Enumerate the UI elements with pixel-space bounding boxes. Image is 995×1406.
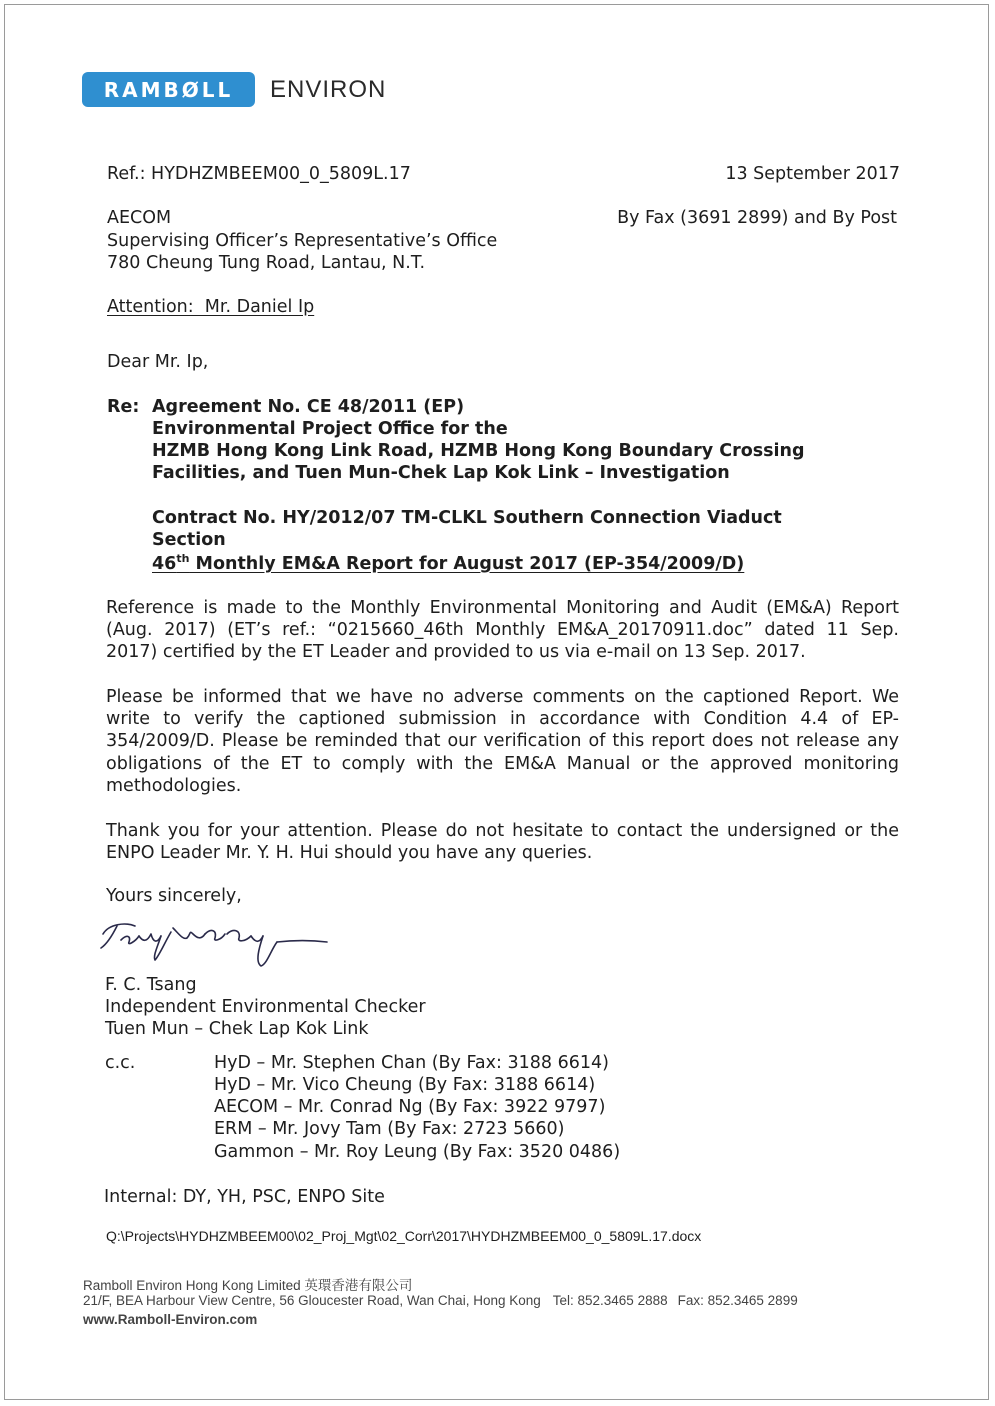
file-path: Q:\Projects\HYDHZMBEEM00\02_Proj_Mgt\02_Corr\2017\HYDHZMBEEM00_0_5809L.17.docx (106, 1228, 702, 1244)
signatory-title: Independent Environmental Checker (105, 997, 426, 1017)
subject-facilities-line: Facilities, and Tuen Mun-Chek Lap Kok Link – Investigation (152, 463, 730, 483)
subject-project-office: Environmental Project Office for the (152, 419, 508, 439)
recipient-office: Supervising Officer’s Representative’s Office (107, 231, 498, 251)
subject-report-title (152, 552, 744, 574)
internal-distribution: Internal: DY, YH, PSC, ENPO Site (104, 1187, 385, 1207)
logo-suffix: ENVIRON (270, 76, 387, 103)
delivery-method: By Fax (3691 2899) and By Post (617, 208, 897, 228)
logo-brand-text: RAMBØLL (103, 77, 234, 102)
cc-entry: AECOM – Mr. Conrad Ng (By Fax: 3922 9797) (214, 1097, 606, 1117)
letter-date: 13 September 2017 (725, 164, 900, 184)
body-paragraph-2: Please be informed that we have no adverse comments on the captioned Report. We write to verify the captioned submission in accordance with Condition 4.4 of EP-354/2009/D. Please be reminded that our verification of this report does not release any obligations of the ET to comply with the EM&A Manual or the approved monitoring methodologies. (106, 687, 899, 796)
signatory-project: Tuen Mun – Chek Lap Kok Link (105, 1019, 369, 1039)
cc-entry: HyD – Mr. Stephen Chan (By Fax: 3188 6614) (214, 1053, 609, 1073)
recipient-address: 780 Cheung Tung Road, Lantau, N.T. (107, 253, 426, 273)
footer-fax: Fax: 852.3465 2899 (677, 1293, 798, 1308)
re-label: Re: (107, 397, 140, 417)
cc-entry: Gammon – Mr. Roy Leung (By Fax: 3520 0486) (214, 1142, 621, 1162)
subject-agreement: Agreement No. CE 48/2011 (EP) (152, 397, 465, 417)
footer-address: 21/F, BEA Harbour View Centre, 56 Gloucester Road, Wan Chai, Hong Kong (83, 1293, 541, 1308)
cc-entry: ERM – Mr. Jovy Tam (By Fax: 2723 5660) (214, 1119, 565, 1139)
ramboll-logo (82, 72, 255, 107)
closing: Yours sincerely, (106, 886, 242, 906)
subject-hzmb-line: HZMB Hong Kong Link Road, HZMB Hong Kong Boundary Crossing (152, 441, 805, 461)
subject-contract: Contract No. HY/2012/07 TM-CLKL Southern Connection Viaduct (152, 508, 782, 528)
body-paragraph-1: Reference is made to the Monthly Environmental Monitoring and Audit (EM&A) Report (Aug. 2017) (ET’s ref.: “0215660_46th Monthly EM&A_20170911.doc” dated 11 Sep. 2017) certified by the ET Leader and provided to us via e-mail on 13 Sep. 2017. (106, 598, 899, 663)
report-number-suffix: th (176, 552, 190, 565)
body-paragraph-3: Thank you for your attention. Please do not hesitate to contact the undersigned or the ENPO Leader Mr. Y. H. Hui should you have any queries. (106, 821, 899, 864)
reference-number: Ref.: HYDHZMBEEM00_0_5809L.17 (107, 164, 411, 184)
subject-section: Section (152, 530, 226, 550)
salutation: Dear Mr. Ip, (107, 352, 209, 372)
cc-entry: HyD – Mr. Vico Cheung (By Fax: 3188 6614) (214, 1075, 596, 1095)
report-title-rest: Monthly EM&A Report for August 2017 (EP-354/2009/D) (189, 553, 745, 574)
recipient-company: AECOM (107, 208, 172, 228)
footer-website: www.Ramboll-Environ.com (83, 1312, 258, 1327)
report-number: 46 (152, 553, 177, 574)
footer-tel: Tel: 852.3465 2888 (552, 1293, 668, 1308)
cc-label: c.c. (105, 1053, 136, 1073)
footer-company: Ramboll Environ Hong Kong Limited 英環香港有限公司 (83, 1278, 413, 1293)
attention-line: Attention: Mr. Daniel Ip (107, 297, 315, 317)
handwritten-signature (95, 912, 335, 974)
footer-address-line (83, 1293, 798, 1308)
signatory-name: F. C. Tsang (105, 975, 197, 995)
